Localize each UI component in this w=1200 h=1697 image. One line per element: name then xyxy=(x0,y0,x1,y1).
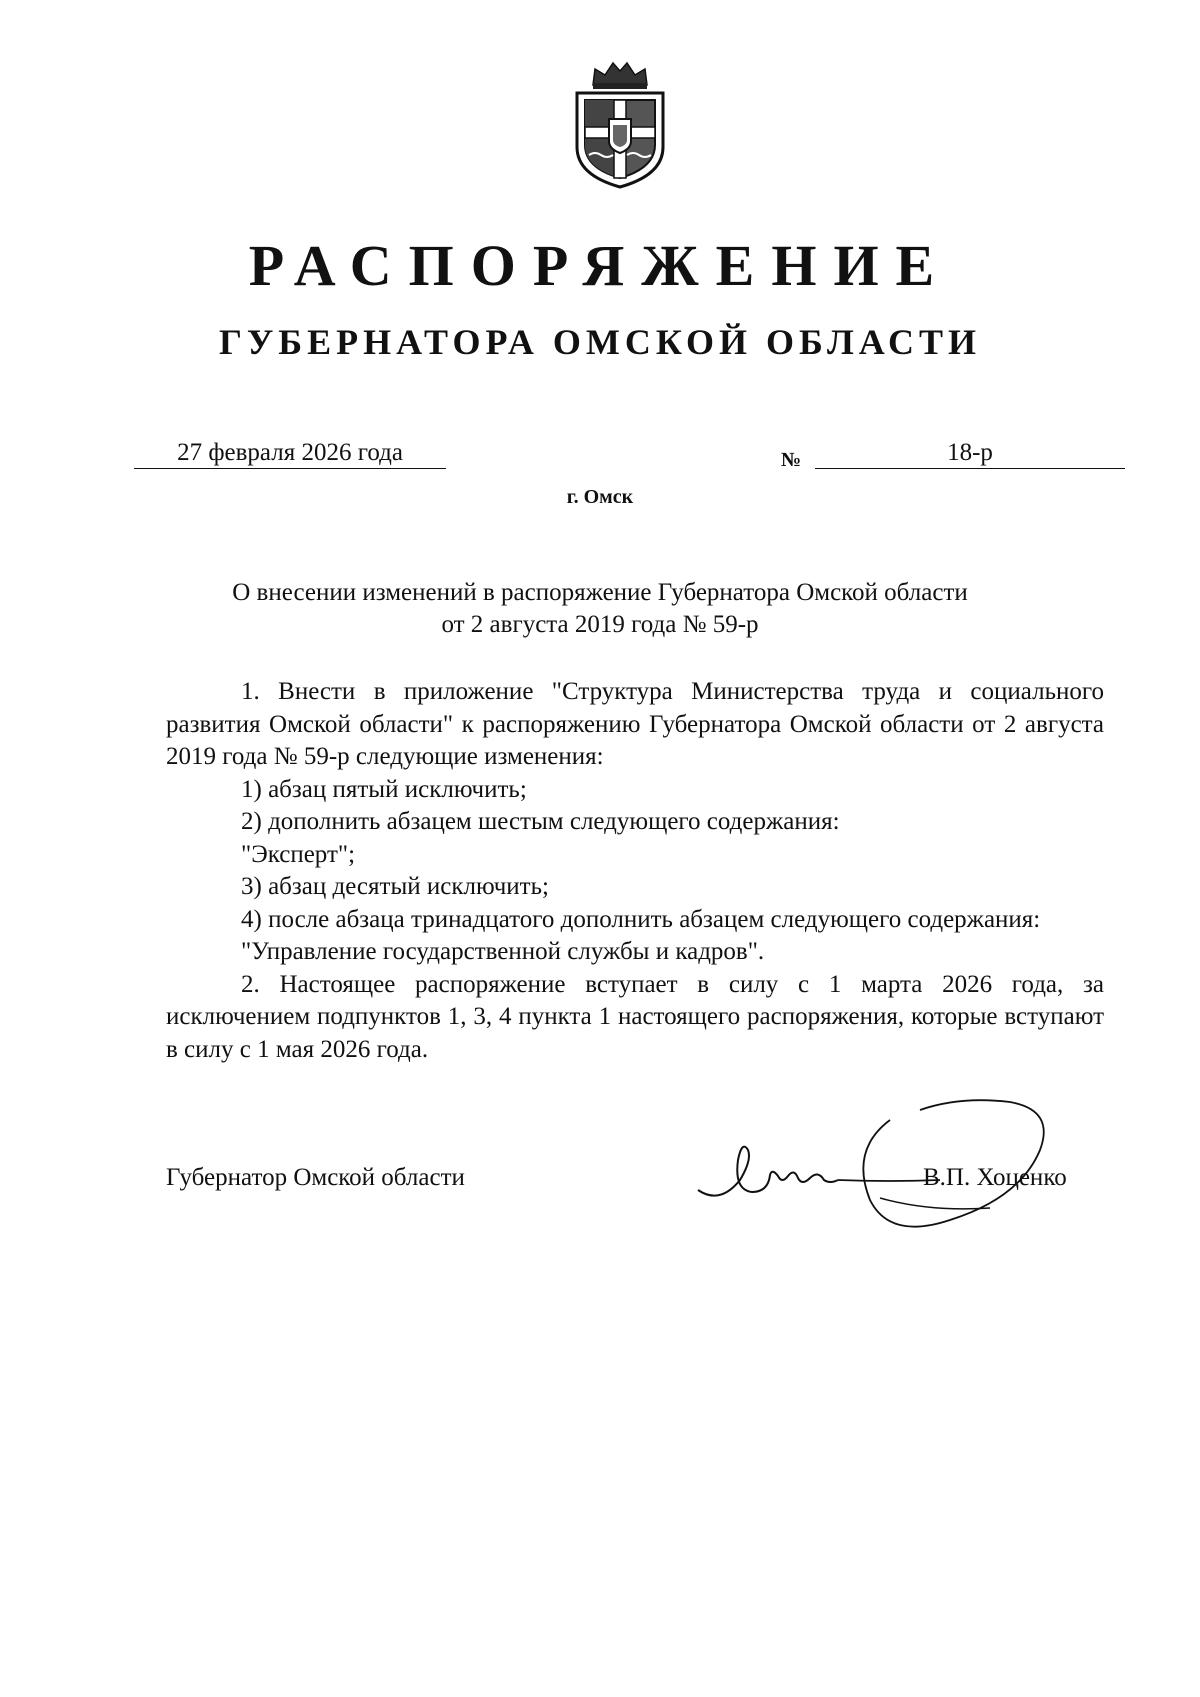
body-paragraph: 2) дополнить абзацем шестым следующего содержания: xyxy=(241,808,840,835)
body-paragraph: 3) абзац десятый исключить; xyxy=(241,873,549,900)
document-type-title: РАСПОРЯЖЕНИЕ xyxy=(248,233,952,298)
coat-of-arms-icon xyxy=(563,55,678,190)
body-paragraph: "Эксперт"; xyxy=(241,840,356,868)
body-paragraph: 4) после абзаца тринадцатого дополнить абзацем следующего содержания: xyxy=(241,905,1041,933)
body-paragraph: 1) абзац пятый исключить; xyxy=(241,775,527,803)
document-date: 27 февраля 2026 года xyxy=(134,438,446,469)
subject-line-1: О внесении изменений в распоряжение Губернатора Омской области xyxy=(232,579,968,606)
document-subject xyxy=(120,577,1080,641)
subject-line-2: от 2 августа 2019 года № 59-р xyxy=(441,611,759,638)
body-paragraph: "Управление государственной службы и кадров". xyxy=(241,938,765,965)
document-body xyxy=(166,676,1104,1066)
document-number: 18-р xyxy=(815,438,1125,469)
number-label: № xyxy=(781,449,802,471)
signer-name: В.П. Хоценко xyxy=(923,1164,1067,1191)
signer-role: Губернатор Омской области xyxy=(166,1164,465,1191)
issuer-title: ГУБЕРНАТОРА ОМСКОЙ ОБЛАСТИ xyxy=(218,322,982,362)
body-paragraph: 2. Настоящее распоряжение вступает в силу с 1 марта 2026 года, за исключением подпунктов 1, 3, 4 пункта 1 настоящего распоряжения, которые вступают в силу с 1 мая 2026 года. xyxy=(166,970,1104,1063)
body-paragraph: 1. Внести в приложение "Структура Министерства труда и социального развития Омской области" к распоряжению Губернатора Омской области от 2 августа 2019 года № 59-р следующие изменения: xyxy=(166,678,1104,770)
document-place: г. Омск xyxy=(566,486,634,508)
handwritten-signature-icon xyxy=(690,1080,1070,1230)
